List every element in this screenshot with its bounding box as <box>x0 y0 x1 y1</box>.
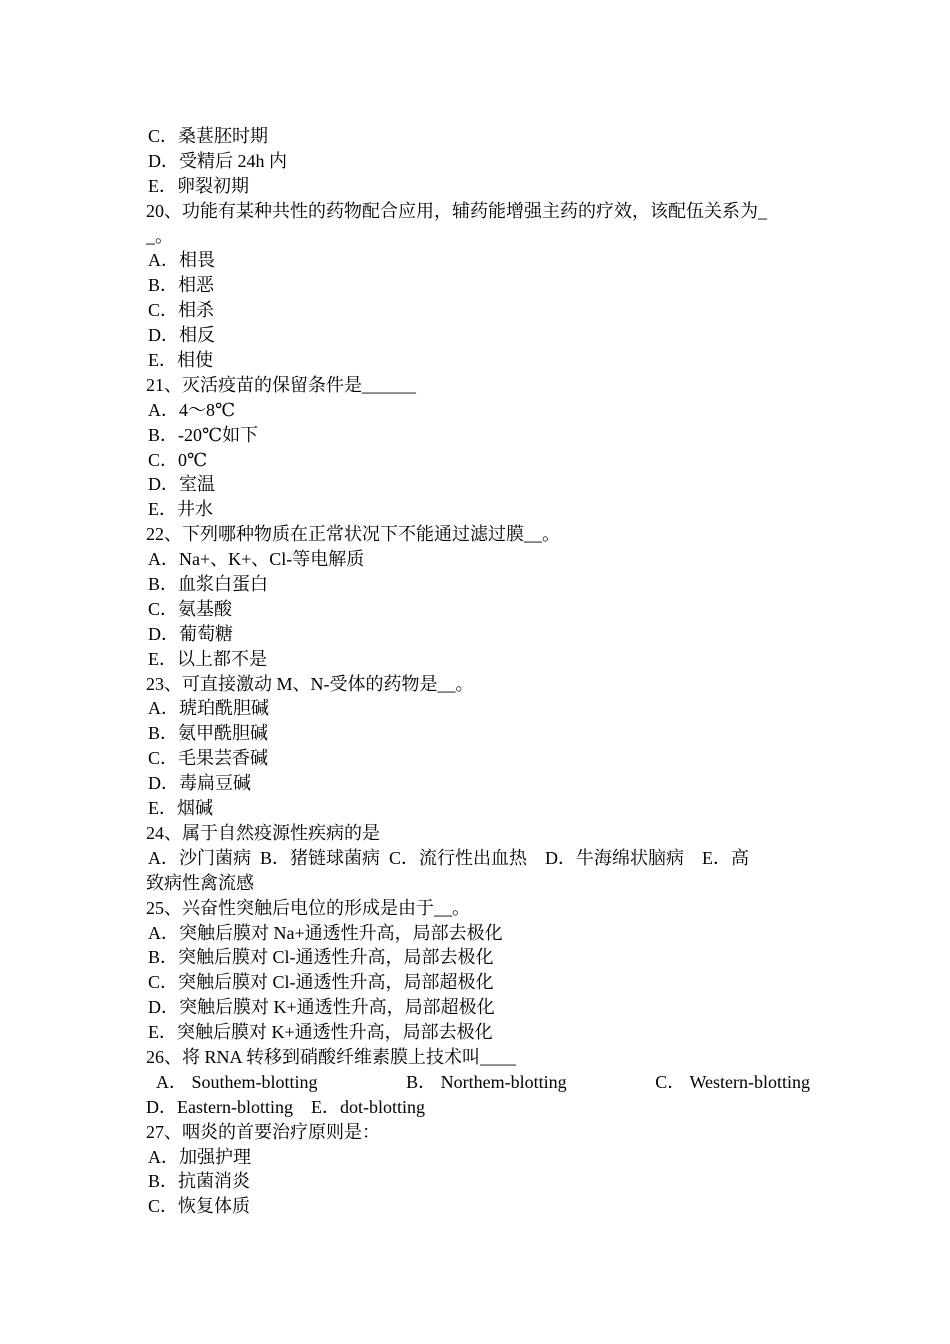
answer-option: B．相恶 <box>148 275 215 296</box>
answer-option: D．毒扁豆碱 <box>148 773 251 794</box>
answer-option: B．-20℃如下 <box>148 424 259 445</box>
q26-options-row <box>146 1070 810 1095</box>
answer-option: B．抗菌消炎 <box>148 1171 251 1192</box>
q26-option-b: B． Northem-blotting <box>406 1071 567 1092</box>
answer-option: C．0℃ <box>148 449 208 470</box>
q26-options-row-2: D．Eastern-blotting E．dot-blotting <box>146 1096 425 1117</box>
answer-option: B．血浆白蛋白 <box>148 574 269 595</box>
q26-option-c: C． Western-blotting <box>655 1071 810 1092</box>
answer-option: A．4～8℃ <box>148 399 236 420</box>
answer-option: E．烟碱 <box>148 798 213 819</box>
q26-option-a: A． Southem-blotting <box>156 1071 318 1092</box>
answer-option: E．卵裂初期 <box>148 175 249 196</box>
answer-option: D．室温 <box>148 474 215 495</box>
answer-option: A．突触后膜对 Na+通透性升高，局部去极化 <box>148 922 503 943</box>
question-text: 24、属于自然疫源性疾病的是 <box>146 822 380 843</box>
answer-option: C．氨基酸 <box>148 598 233 619</box>
answer-option: C．突触后膜对 Cl-通透性升高，局部超极化 <box>148 972 494 993</box>
question-list-part-1 <box>146 124 810 1070</box>
question-text: 25、兴奋性突触后电位的形成是由于__。 <box>146 897 470 918</box>
question-text: 23、可直接激动 M、N-受体的药物是__。 <box>146 673 474 694</box>
question-text: _。 <box>146 225 173 246</box>
question-text: 27、咽炎的首要治疗原则是： <box>146 1121 380 1142</box>
question-text: 26、将 RNA 转移到硝酸纤维素膜上技术叫____ <box>146 1046 517 1067</box>
answer-option: A．琥珀酰胆碱 <box>148 698 269 719</box>
answer-option: A．沙门菌病 B．猪链球菌病 C．流行性出血热 D．牛海绵状脑病 E．高 <box>148 847 750 868</box>
answer-option: D．突触后膜对 K+通透性升高，局部超极化 <box>148 997 495 1018</box>
question-text: 20、功能有某种共性的药物配合应用，辅药能增强主药的疗效，该配伍关系为_ <box>146 200 767 221</box>
answer-option: B．突触后膜对 Cl-通透性升高，局部去极化 <box>148 947 494 968</box>
answer-option: A．Na+、K+、Cl-等电解质 <box>148 549 365 570</box>
question-text: 22、下列哪种物质在正常状况下不能通过滤过膜__。 <box>146 524 560 545</box>
answer-option: C．毛果芸香碱 <box>148 748 269 769</box>
question-text: 致病性禽流感 <box>146 872 254 893</box>
answer-option: E．突触后膜对 K+通透性升高，局部去极化 <box>148 1022 493 1043</box>
answer-option: C．桑葚胚时期 <box>148 126 269 146</box>
answer-option: A．相畏 <box>148 250 215 271</box>
answer-option: C．相杀 <box>148 300 215 321</box>
answer-option: D．相反 <box>148 325 215 346</box>
question-list-part-2 <box>146 1120 810 1220</box>
answer-option: D．葡萄糖 <box>148 623 233 644</box>
document-body <box>146 124 810 1219</box>
answer-option: E．相使 <box>148 350 213 371</box>
answer-option: B．氨甲酰胆碱 <box>148 723 269 744</box>
answer-option: C．恢复体质 <box>148 1196 251 1217</box>
answer-option: A．加强护理 <box>148 1146 251 1167</box>
answer-option: D．受精后 24h 内 <box>148 150 287 171</box>
answer-option: E．井水 <box>148 499 213 520</box>
answer-option: E．以上都不是 <box>148 648 267 669</box>
question-text: 21、灭活疫苗的保留条件是______ <box>146 374 416 395</box>
